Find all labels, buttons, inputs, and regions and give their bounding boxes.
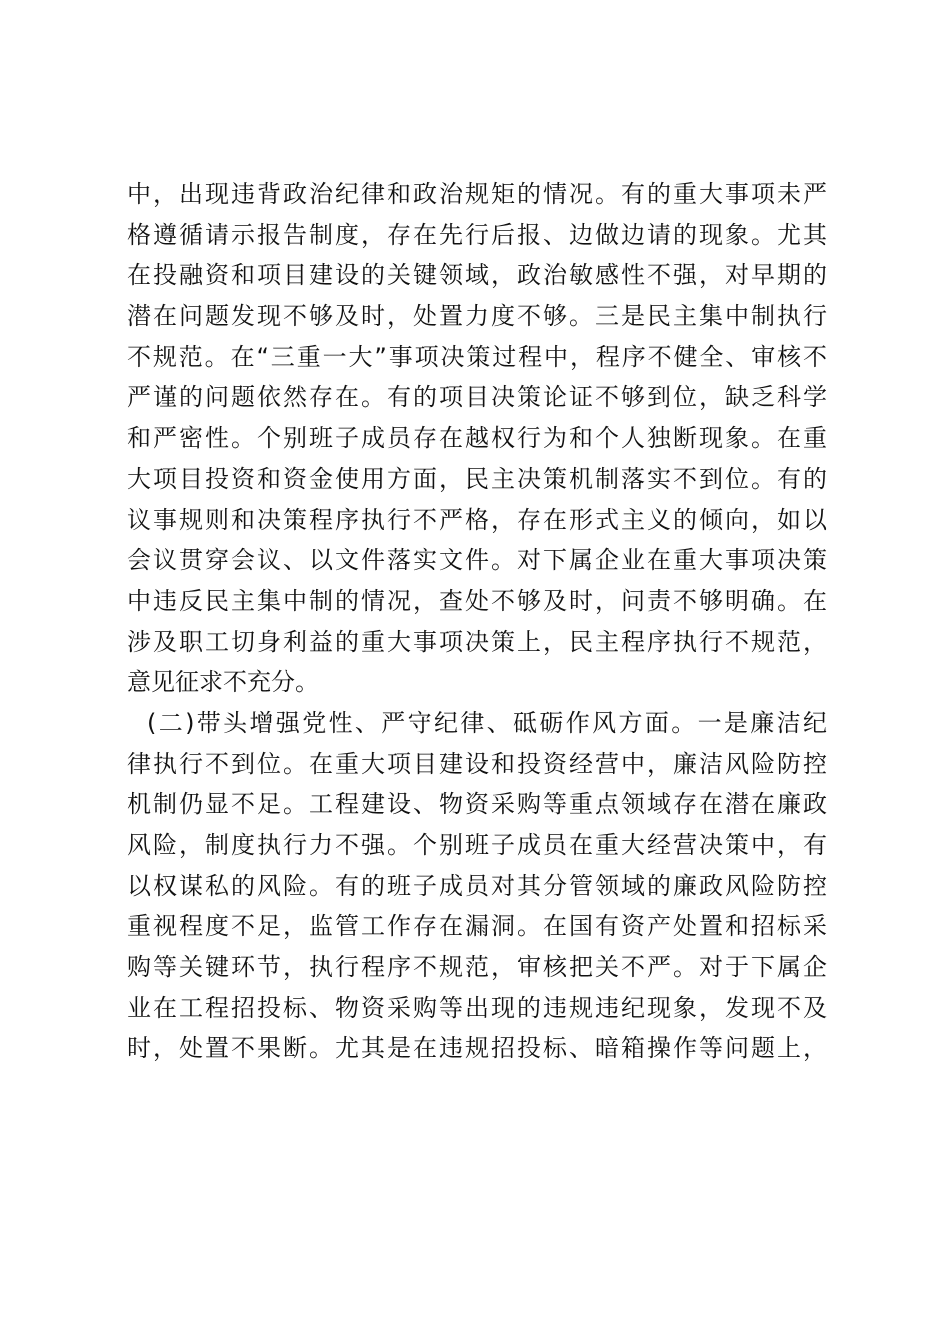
text-line: 重视程度不足，监管工作存在漏洞。在国有资产处置和招标采 <box>127 912 827 941</box>
text-line: 意见征求不充分。 <box>127 668 319 697</box>
text-line: 律执行不到位。在重大项目建设和投资经营中，廉洁风险防控 <box>127 749 827 778</box>
text-line: 潜在问题发现不够及时，处置力度不够。三是民主集中制执行 <box>127 302 827 331</box>
paragraph-2 <box>127 703 827 1069</box>
text-line: 涉及职工切身利益的重大事项决策上，民主程序执行不规范， <box>127 627 827 656</box>
text-line: 中，出现违背政治纪律和政治规矩的情况。有的重大事项未严 <box>127 180 827 208</box>
text-line: 不规范。在“三重一大”事项决策过程中，程序不健全、审核不 <box>127 342 827 371</box>
text-line: 议事规则和决策程序执行不严格，存在形式主义的倾向，如以 <box>127 505 827 534</box>
text-line: 会议贯穿会议、以文件落实文件。对下属企业在重大事项决策 <box>127 546 827 575</box>
document-body <box>127 174 827 1069</box>
text-line: 在投融资和项目建设的关键领域，政治敏感性不强，对早期的 <box>127 261 827 290</box>
text-line: 以权谋私的风险。有的班子成员对其分管领域的廉政风险防控 <box>127 871 827 900</box>
text-line: (二)带头增强党性、严守纪律、砥砺作风方面。一是廉洁纪 <box>147 708 827 737</box>
text-line: 大项目投资和资金使用方面，民主决策机制落实不到位。有的 <box>127 464 827 493</box>
text-line: 严谨的问题依然存在。有的项目决策论证不够到位，缺乏科学 <box>127 383 827 412</box>
text-line: 购等关键环节，执行程序不规范，审核把关不严。对于下属企 <box>127 953 827 982</box>
text-line: 时，处置不果断。尤其是在违规招投标、暗箱操作等问题上， <box>127 1034 827 1063</box>
text-line: 风险，制度执行力不强。个别班子成员在重大经营决策中，有 <box>127 831 827 859</box>
text-line: 格遵循请示报告制度，存在先行后报、边做边请的现象。尤其 <box>127 220 827 249</box>
text-line: 和严密性。个别班子成员存在越权行为和个人独断现象。在重 <box>127 424 827 453</box>
text-line: 业在工程招投标、物资采购等出现的违规违纪现象，发现不及 <box>127 993 827 1022</box>
paragraph-1 <box>127 174 827 703</box>
text-line: 中违反民主集中制的情况，查处不够及时，问责不够明确。在 <box>127 586 827 615</box>
text-line: 机制仍显不足。工程建设、物资采购等重点领域存在潜在廉政 <box>127 790 827 819</box>
